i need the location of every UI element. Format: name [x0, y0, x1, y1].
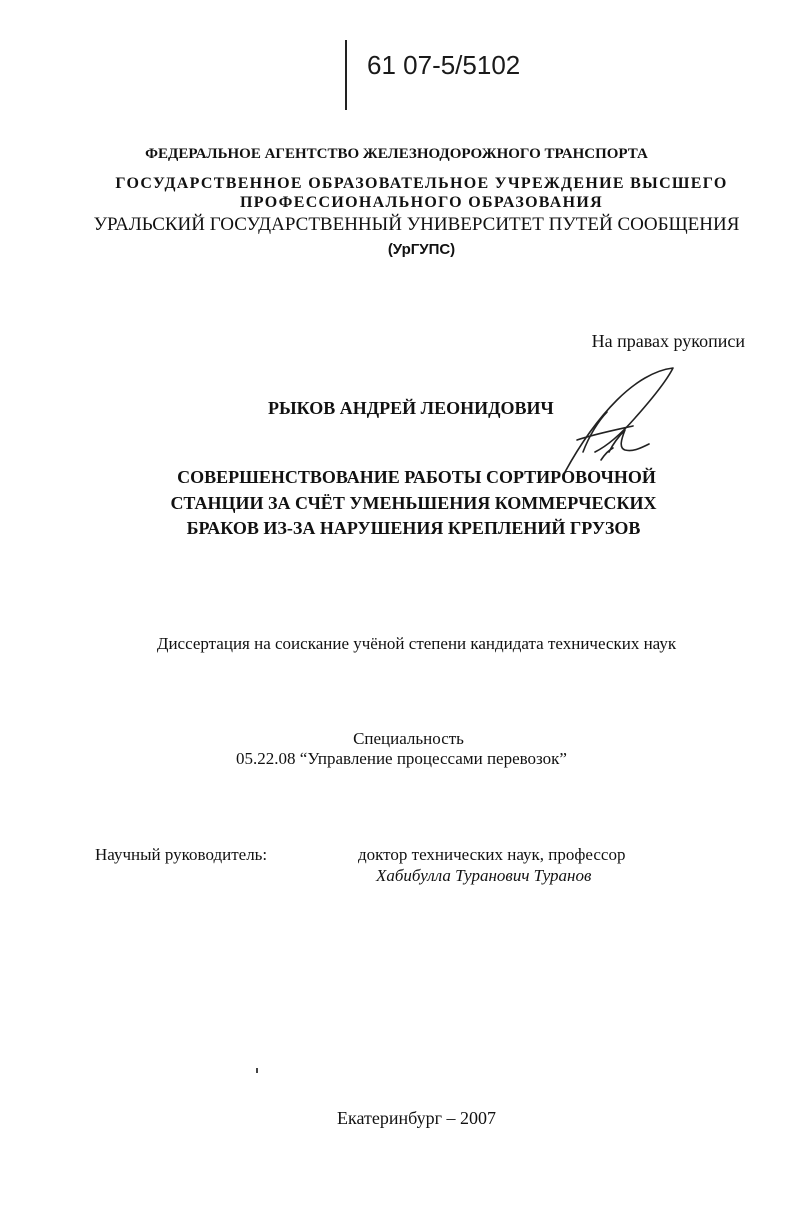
- thesis-title-line-1: СОВЕРШЕНСТВОВАНИЕ РАБОТЫ СОРТИРОВОЧНОЙ: [177, 467, 656, 487]
- agency-name: ФЕДЕРАЛЬНОЕ АГЕНТСТВО ЖЕЛЕЗНОДОРОЖНОГО ТРАНСПОРТА: [145, 146, 648, 162]
- thesis-title-line-2: СТАНЦИИ ЗА СЧЁТ УМЕНЬШЕНИЯ КОММЕРЧЕСКИХ: [170, 493, 657, 513]
- archive-stamp-line: [345, 40, 347, 110]
- author-name: РЫКОВ АНДРЕЙ ЛЕОНИДОВИЧ: [268, 398, 554, 418]
- thesis-title-line-3: БРАКОВ ИЗ-ЗА НАРУШЕНИЯ КРЕПЛЕНИЙ ГРУЗОВ: [186, 518, 641, 538]
- city-and-year: Екатеринбург – 2007: [337, 1108, 496, 1128]
- scan-speck: [256, 1068, 258, 1073]
- advisor-degree: доктор технических наук, профессор: [358, 845, 626, 864]
- archive-stamp-number: 61 07-5/5102: [367, 50, 521, 80]
- advisor-label: Научный руководитель:: [95, 845, 268, 864]
- university-name: УРАЛЬСКИЙ ГОСУДАРСТВЕННЫЙ УНИВЕРСИТЕТ ПУТЕЙ СООБЩЕНИЯ: [93, 214, 740, 235]
- manuscript-rights-note: На правах рукописи: [591, 331, 745, 351]
- speciality-value: 05.22.08 “Управление процессами перевозок”: [236, 749, 567, 768]
- advisor-name: Хабибулла Туранович Туранов: [376, 866, 592, 885]
- institution-name-line-1: ГОСУДАРСТВЕННОЕ ОБРАЗОВАТЕЛЬНОЕ УЧРЕЖДЕНИЕ ВЫСШЕГО: [115, 175, 728, 192]
- university-abbreviation: (УрГУПС): [387, 241, 456, 258]
- dissertation-type: Диссертация на соискание учёной степени кандидата технических наук: [156, 634, 677, 653]
- speciality-label: Специальность: [353, 729, 464, 748]
- institution-name-line-2: ПРОФЕССИОНАЛЬНОГО ОБРАЗОВАНИЯ: [240, 194, 603, 211]
- handwritten-signature-icon: [555, 360, 685, 475]
